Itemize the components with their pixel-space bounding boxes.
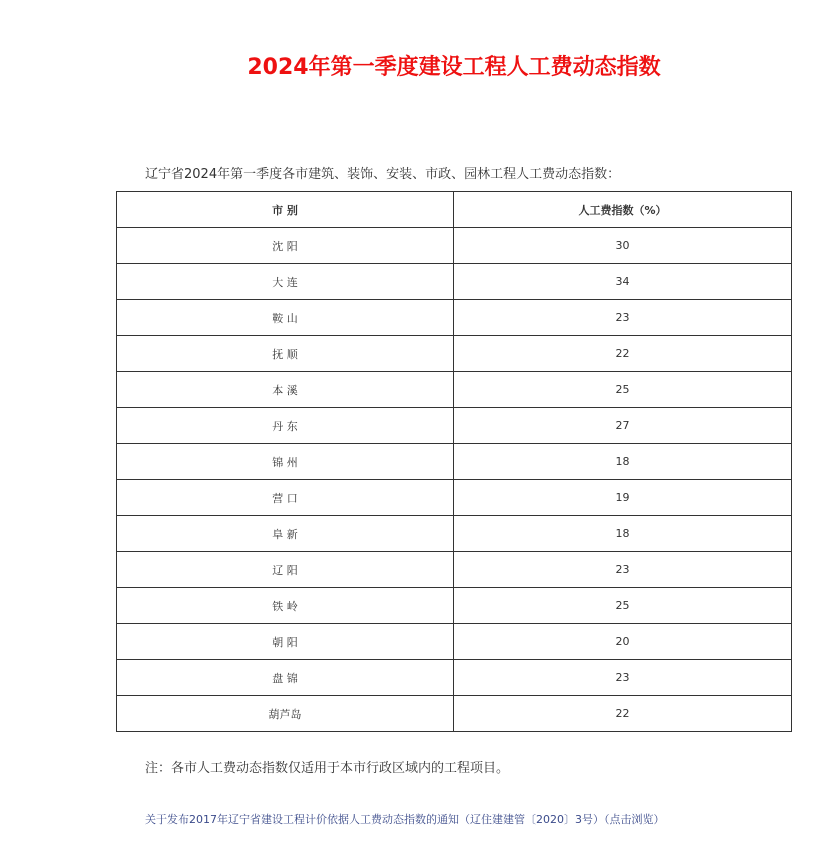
intro-text: 辽宁省2024年第一季度各市建筑、装饰、安装、市政、园林工程人工费动态指数： bbox=[145, 167, 621, 182]
city-cell: 沈 阳 bbox=[117, 228, 454, 264]
city-cell: 辽 阳 bbox=[117, 552, 454, 588]
index-cell: 23 bbox=[454, 300, 792, 336]
table-row bbox=[117, 444, 792, 480]
table-row bbox=[117, 300, 792, 336]
column-header-city: 市 别 bbox=[117, 192, 454, 228]
index-cell: 25 bbox=[454, 372, 792, 408]
city-cell: 铁 岭 bbox=[117, 588, 454, 624]
table-header-row bbox=[117, 192, 792, 228]
column-header-index: 人工费指数（%） bbox=[454, 192, 792, 228]
table-row bbox=[117, 372, 792, 408]
city-cell: 本 溪 bbox=[117, 372, 454, 408]
table-row bbox=[117, 516, 792, 552]
index-cell: 30 bbox=[454, 228, 792, 264]
index-cell: 22 bbox=[454, 336, 792, 372]
table-row bbox=[117, 228, 792, 264]
index-cell: 22 bbox=[454, 696, 792, 732]
table-row bbox=[117, 552, 792, 588]
city-cell: 抚 顺 bbox=[117, 336, 454, 372]
city-cell: 鞍 山 bbox=[117, 300, 454, 336]
city-cell: 大 连 bbox=[117, 264, 454, 300]
index-cell: 23 bbox=[454, 660, 792, 696]
index-cell: 18 bbox=[454, 516, 792, 552]
index-cell: 25 bbox=[454, 588, 792, 624]
page-title: 2024年第一季度建设工程人工费动态指数 bbox=[247, 55, 661, 80]
notice-link[interactable]: 关于发布2017年辽宁省建设工程计价依据人工费动态指数的通知（辽住建建管〔2020〕3号）（点击浏览） bbox=[145, 813, 665, 826]
city-cell: 锦 州 bbox=[117, 444, 454, 480]
footnote: 注：各市人工费动态指数仅适用于本市行政区域内的工程项目。 bbox=[145, 761, 510, 776]
index-cell: 18 bbox=[454, 444, 792, 480]
table-row bbox=[117, 624, 792, 660]
table-row bbox=[117, 588, 792, 624]
city-cell: 阜 新 bbox=[117, 516, 454, 552]
city-cell: 丹 东 bbox=[117, 408, 454, 444]
table-row bbox=[117, 480, 792, 516]
table-row bbox=[117, 696, 792, 732]
table-row bbox=[117, 336, 792, 372]
index-cell: 27 bbox=[454, 408, 792, 444]
index-cell: 20 bbox=[454, 624, 792, 660]
labor-index-table bbox=[116, 191, 792, 732]
city-cell: 盘 锦 bbox=[117, 660, 454, 696]
table-row bbox=[117, 660, 792, 696]
city-cell: 朝 阳 bbox=[117, 624, 454, 660]
table-row bbox=[117, 264, 792, 300]
index-cell: 34 bbox=[454, 264, 792, 300]
index-cell: 23 bbox=[454, 552, 792, 588]
city-cell: 营 口 bbox=[117, 480, 454, 516]
city-cell: 葫芦岛 bbox=[117, 696, 454, 732]
table-row bbox=[117, 408, 792, 444]
index-cell: 19 bbox=[454, 480, 792, 516]
